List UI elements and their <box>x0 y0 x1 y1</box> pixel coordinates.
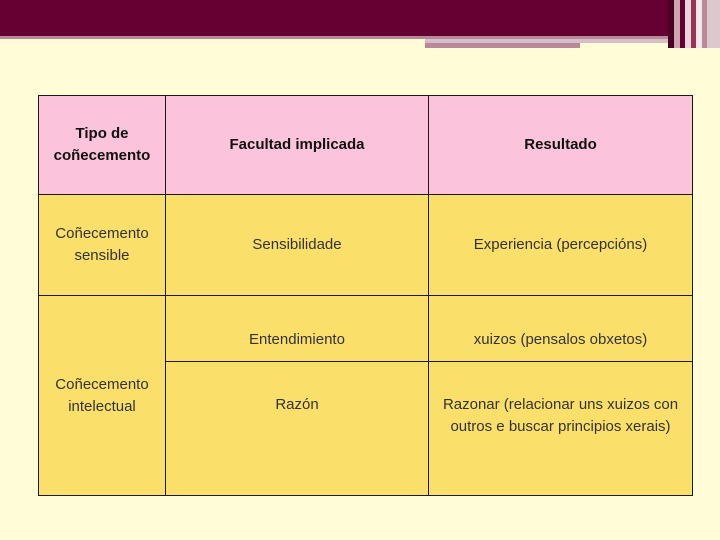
table-header-cell: Facultad implicada <box>165 95 429 195</box>
table-cell-type: Coñecemento sensible <box>38 194 166 296</box>
divider-line <box>425 43 580 48</box>
table-cell-result: xuizos (pensalos obxetos) <box>428 295 693 362</box>
table-cell-faculty: Sensibilidade <box>165 194 429 296</box>
table-cell-faculty: Razón <box>165 361 429 496</box>
top-right-stripes <box>668 0 720 48</box>
knowledge-table <box>38 95 693 496</box>
table-cell-result: Razonar (relacionar uns xuizos con outros e buscar principios xerais) <box>428 361 693 496</box>
top-bar <box>0 0 720 36</box>
table-cell-faculty: Entendimiento <box>165 295 429 362</box>
table-header-cell: Resultado <box>428 95 693 195</box>
table-cell-result: Experiencia (percepcións) <box>428 194 693 296</box>
table-cell-type: Coñecemento intelectual <box>38 295 166 496</box>
table-header-cell: Tipo de coñecemento <box>38 95 166 195</box>
